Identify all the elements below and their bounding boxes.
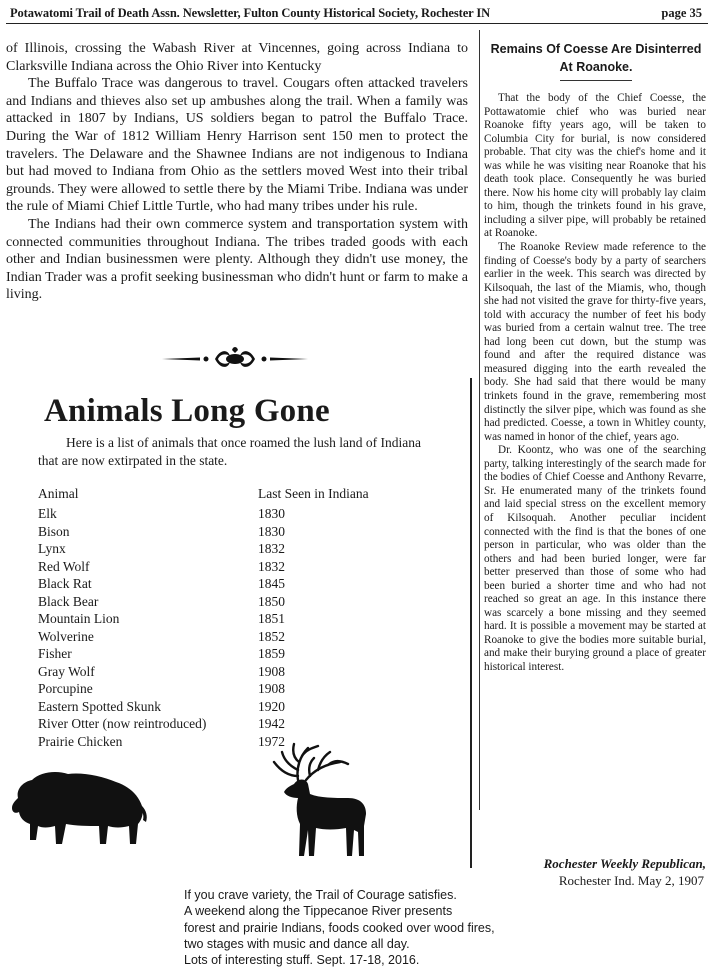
promo-line: two stages with music and dance all day. [184,936,410,951]
animal-last-seen-year: 1859 [258,646,285,661]
column-header-animal: Animal [38,486,79,501]
animal-name: Gray Wolf [38,663,95,679]
source-date: Rochester Ind. May 2, 1907 [558,873,704,888]
animal-last-seen-year: 1830 [258,523,285,539]
article-paragraph: The Roanoke Review made reference to the finding of Coesse's body by a party of searchers earlier in the week. This search was directed by Kilsoquah, the last of the Miamis, who, though she had not visited the grave for thirty-five years, told with accuracy the number of feet his body was buried from a certain walnut tree. The tree had long been cut down, but the stump was found and after the required distance was measured digging into the earth revealed the body. She had said that there would be many trinkets found in the grave, remembering most distinctly the silver pipe, which was found as she had predicted. Coesse, a town in Whitley county, was named in honor of the chief, years ago. [484,241,706,443]
promo-line: Lots of interesting stuff. Sept. 17-18, 2016. [184,953,420,968]
table-row [38,524,338,542]
newsletter-title: Potawatomi Trail of Death Assn. Newsletter, Fulton County Historical Society, Rochester IN [10,6,491,20]
animal-last-seen-year: 1920 [258,698,285,714]
title-underline [560,80,632,81]
column-header-year: Last Seen in Indiana [258,486,369,501]
table-row [38,716,338,734]
promo-line: A weekend along the Tippecanoe River presents [184,904,453,919]
column-divider [479,30,480,810]
animal-last-seen-year: 1908 [258,663,285,679]
animal-name: Porcupine [38,681,93,696]
animal-last-seen-year: 1832 [258,541,285,556]
animal-last-seen-year: 1851 [258,611,285,626]
article-paragraph: The Buffalo Trace was dangerous to travel. Cougars often attacked travelers and Indians and thieves also set up ambushes along the trail. When a family was attacked in 1807 by Indians, US soldiers began to patrol the Buffalo Trace. During the War of 1812 William Henry Harrison sent 150 men to protect the travelers. The Delaware and the Shawnee Indians are not indigenous to Indiana but had moved to Indiana from Ohio as the settlers moved West into their tribal grounds. They were allowed to settle there by the Miami Tribe. Indiana was under the rule of Miami Chief Little Turtle, who had many tribes under his rule. [6,76,468,215]
table-row [38,681,338,699]
article-paragraph: of Illinois, crossing the Wabash River at Vincennes, going across Indiana to Clarksville Indiana across the Ohio River into Kentucky [6,41,468,74]
animal-name: Mountain Lion [38,611,120,626]
buffalo-trace-article [6,40,468,304]
table-row [38,559,338,577]
article-paragraph: Dr. Koontz, who was one of the searching party, talking interestingly of the search made for the bodies of Chief Coesse and Anthony Revarre, Sr. He enumerated many of the trinkets found and laid special stress on the excellent memory of Kilsoquah. Another peculiar incident connected with the find is that the bones of one person in particular, who was older than the others and had been buried longer, were far better preserved than those of some who had been buried a shorter time and who had not reached so great an age. In this instance there was scarcely a bone missing and they seemed hard. It is possible a movement may be started at Roanoke to give the bodies more suitable burial, and make their burying ground a place of greater historical interest. [484,444,706,673]
animal-last-seen-year: 1942 [258,716,285,731]
source-publication: Rochester Weekly Republican, [543,856,706,871]
table-row [38,646,338,664]
animal-last-seen-year: 1972 [258,733,285,749]
animal-name: Wolverine [38,628,94,644]
table-row [38,664,338,682]
table-row [38,629,338,647]
animal-last-seen-year: 1852 [258,628,285,644]
animal-name: Prairie Chicken [38,733,123,749]
bison-silhouette-icon [10,768,150,848]
table-row [38,611,338,629]
animals-title: Animals Long Gone [44,393,330,429]
promo-line: forest and prairie Indians, foods cooked over wood fires, [184,920,495,935]
animal-name: River Otter (now reintroduced) [38,716,207,731]
promo-line: If you crave variety, the Trail of Courage satisfies. [184,888,457,902]
animal-last-seen-year: 1908 [258,681,285,696]
animals-intro: Here is a list of animals that once roamed the lush land of Indiana that are now extirpated in the state. [38,435,422,468]
coesse-article [484,92,706,675]
animal-name: Fisher [38,646,72,661]
table-row [38,541,338,559]
animals-table [38,486,369,751]
page-header [6,4,708,24]
table-header-row [38,486,369,506]
table-row [38,576,338,594]
animal-name: Eastern Spotted Skunk [38,698,161,714]
animal-name: Elk [38,506,57,521]
animal-name: Red Wolf [38,558,90,574]
animal-name: Black Bear [38,593,99,609]
elk-silhouette-icon [268,740,372,860]
animal-last-seen-year: 1850 [258,593,285,609]
animal-name: Black Rat [38,576,92,591]
table-row [38,699,338,717]
animal-last-seen-year: 1845 [258,576,285,591]
table-row [38,594,338,612]
animal-last-seen-year: 1830 [258,506,285,521]
scroll-ornament-icon [160,346,310,372]
trail-of-courage-promo [184,887,544,968]
article-paragraph: The Indians had their own commerce system and transportation system with connected communities throughout Indiana. The tribes traded goods with each other and Indian businessmen were plenty. Although they didn't use money, the Indian Trader was a profit seeking businessman who didn't hunt or farm to make a living. [6,216,468,303]
table-row [38,506,338,524]
article-paragraph: That the body of the Chief Coesse, the Pottawatomie chief who was buried near Roanoke fifty years ago, will be taken to Columbia City for burial, is now considered probable. That city was the chief's home and it was while he was visiting near Roanoke that his death took place. Consequently he was buried there. Now his home city will probably lay claim to him, though the trinkets found in his grave, including a silver pipe, will probably be retained at Roanoke. [484,92,706,240]
page-number: page 35 [661,6,702,20]
coesse-article-title: Remains Of Coesse Are Disinterred At Roanoke. [490,42,702,74]
animal-name: Lynx [38,541,66,556]
animal-last-seen-year: 1832 [258,558,285,574]
animal-name: Bison [38,523,70,539]
